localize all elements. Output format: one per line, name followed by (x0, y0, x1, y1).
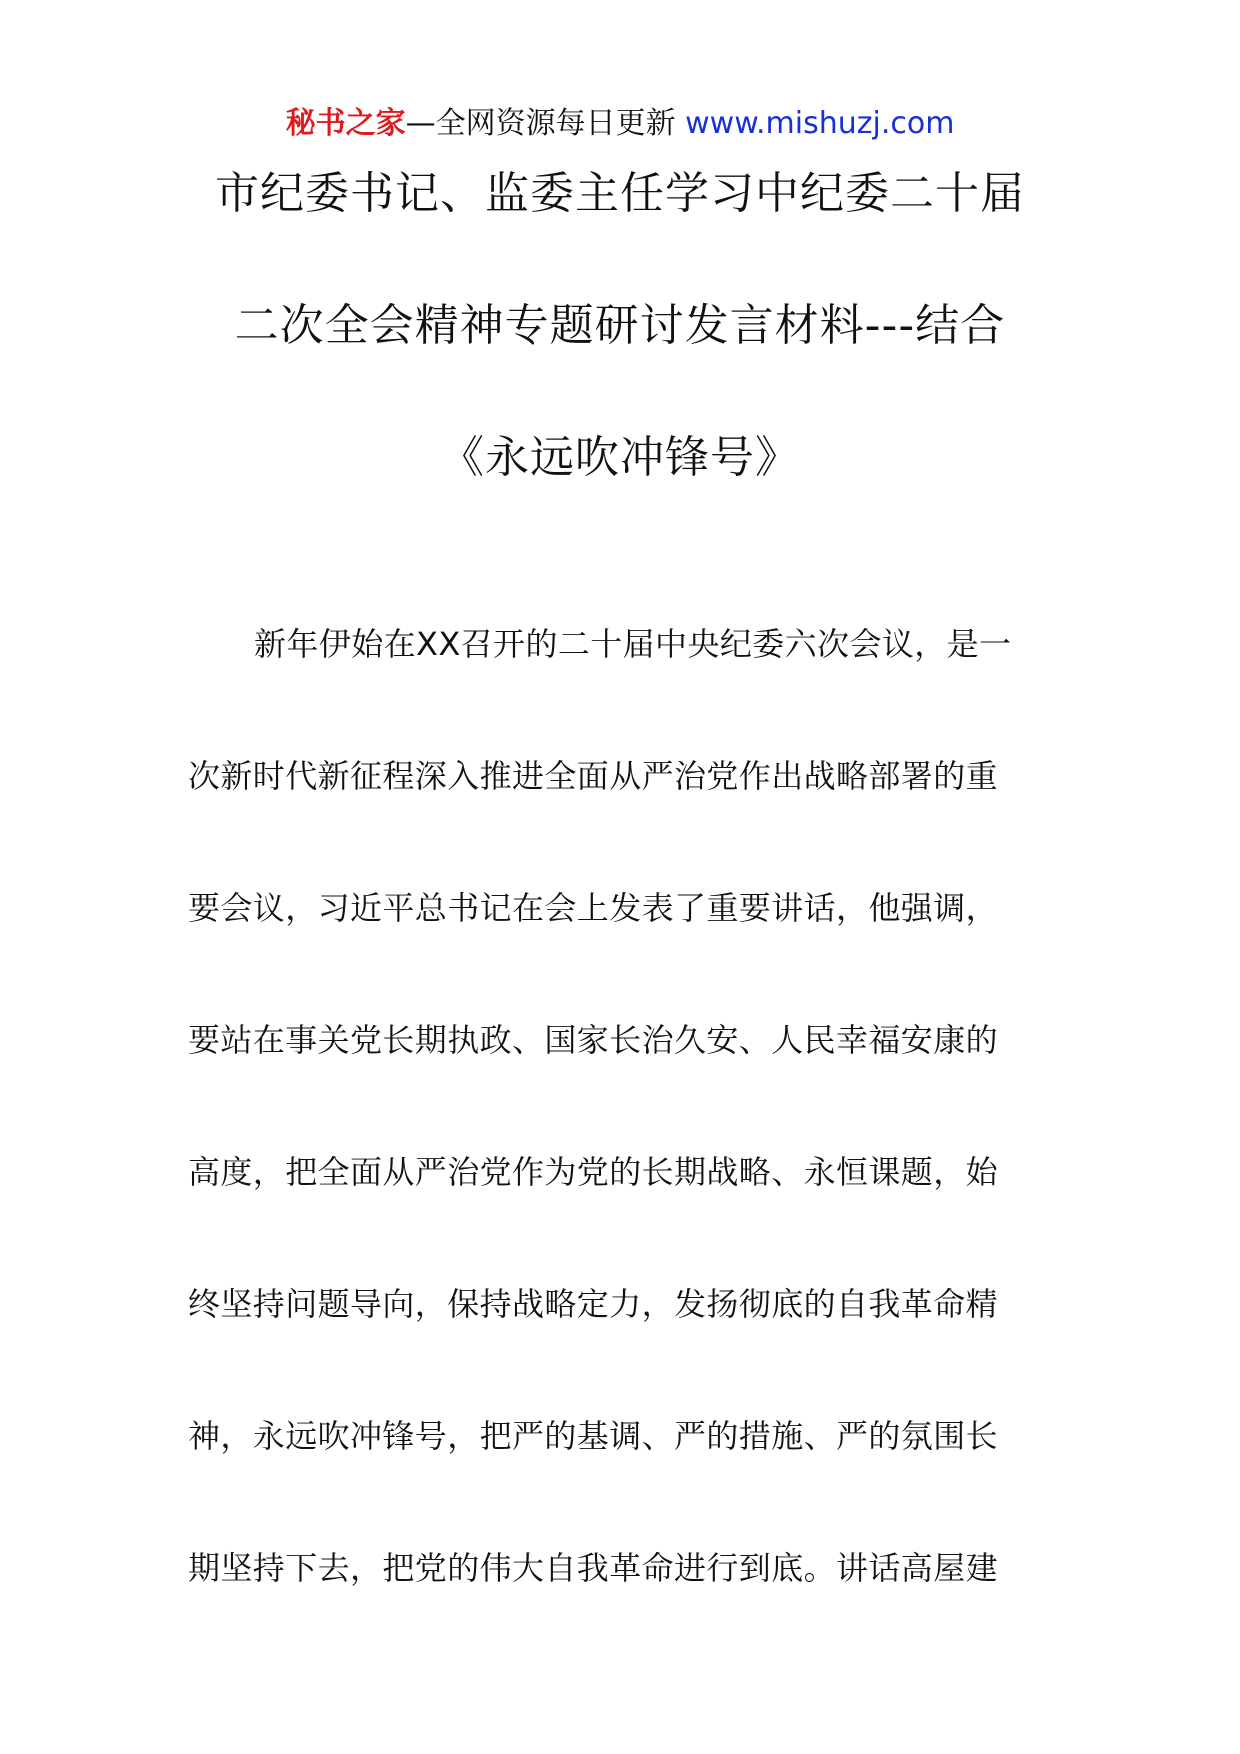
body-text-line-5: 高度，把全面从严治党作为党的长期战略、永恒课题，始 (188, 1153, 999, 1191)
body-text-line-7: 神，永远吹冲锋号，把严的基调、严的措施、严的氛围长 (188, 1417, 999, 1455)
document-title-line-3: 《永远吹冲锋号》 (440, 432, 800, 483)
body-text-line-3: 要会议，习近平总书记在会上发表了重要讲话，他强调， (188, 889, 999, 927)
brand-name: 秘书之家 (285, 106, 406, 141)
document-title-line-2: 二次全会精神专题研讨发言材料---结合 (234, 300, 1006, 351)
body-text-line-1: 新年伊始在XX召开的二十届中央纪委六次会议，是一 (254, 625, 1012, 663)
body-text-line-4: 要站在事关党长期执政、国家长治久安、人民幸福安康的 (188, 1021, 999, 1059)
body-text-line-8: 期坚持下去，把党的伟大自我革命进行到底。讲话高屋建 (188, 1549, 999, 1587)
header-tagline: —全网资源每日更新 (405, 106, 686, 141)
site-url-link[interactable]: www.mishuzj.com (685, 106, 955, 141)
body-text-line-6: 终坚持问题导向，保持战略定力，发扬彻底的自我革命精 (188, 1285, 999, 1323)
document-title-line-1: 市纪委书记、监委主任学习中纪委二十届 (215, 168, 1025, 219)
site-header (0, 104, 1240, 144)
body-text-line-2: 次新时代新征程深入推进全面从严治党作出战略部署的重 (188, 757, 999, 795)
